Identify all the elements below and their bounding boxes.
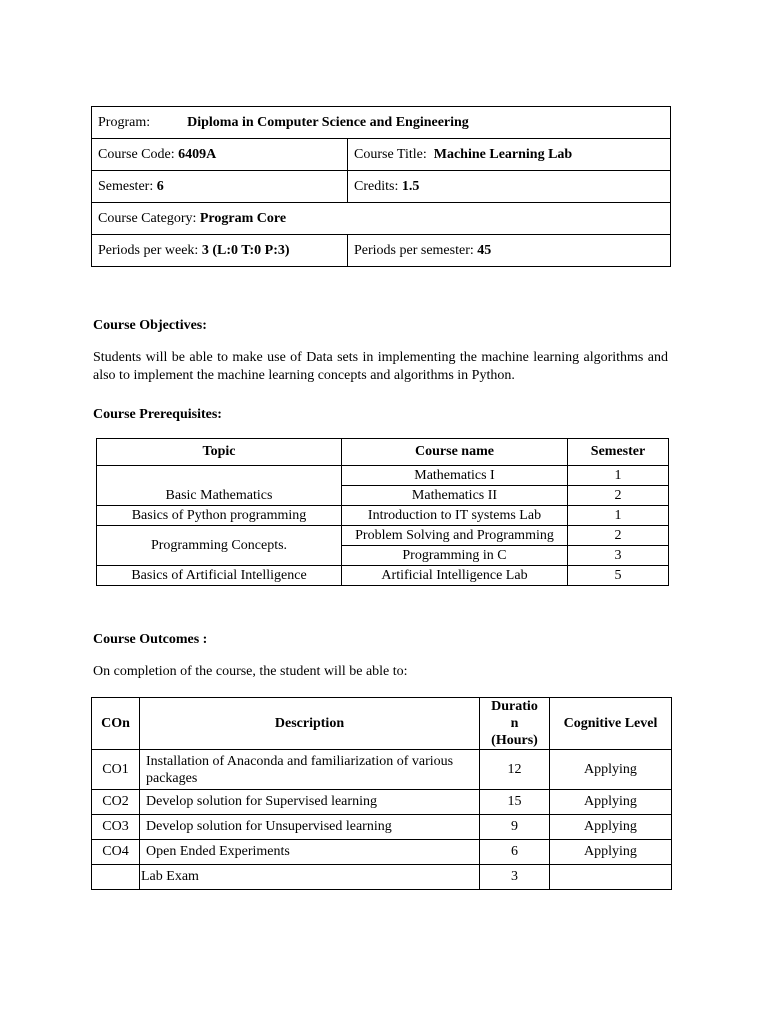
outcome-duration: 3 bbox=[480, 865, 550, 890]
credits-label: Credits: bbox=[354, 178, 399, 194]
course-code-cell bbox=[92, 139, 348, 171]
periods-week-value: 3 (L:0 T:0 P:3) bbox=[201, 242, 290, 258]
prereq-topic-cell: Basics of Artificial Intelligence bbox=[97, 566, 342, 586]
outcome-level bbox=[550, 865, 672, 890]
outcome-level: Applying bbox=[550, 790, 672, 815]
outcome-description: Lab Exam bbox=[140, 865, 480, 890]
duration-header-line-2: n bbox=[510, 716, 519, 731]
semester-value: 6 bbox=[156, 178, 164, 194]
program-label: Program: bbox=[98, 114, 151, 130]
semester-credits-row bbox=[92, 171, 671, 203]
course-code-label: Course Code: bbox=[98, 146, 175, 162]
table-row bbox=[92, 840, 672, 865]
course-title-label: Course Title: bbox=[354, 146, 427, 162]
category-label: Course Category: bbox=[98, 210, 197, 226]
periods-semester-cell bbox=[348, 235, 671, 267]
prereq-course-cell: Programming in C bbox=[342, 546, 568, 566]
prereq-header-course: Course name bbox=[342, 439, 568, 466]
objectives-text: Students will be able to make use of Data sets in implementing the machine learning algorithms and also to implement the machine learning concepts and algorithms in Python. bbox=[93, 350, 668, 383]
credits-value: 1.5 bbox=[401, 178, 420, 194]
prereq-semester-cell: 2 bbox=[568, 526, 669, 546]
category-cell bbox=[92, 203, 671, 235]
semester-cell bbox=[92, 171, 348, 203]
periods-week-cell bbox=[92, 235, 348, 267]
outcomes-header-con: COn bbox=[92, 698, 140, 750]
outcomes-intro: On completion of the course, the student will be able to: bbox=[93, 664, 408, 679]
table-row bbox=[92, 790, 672, 815]
prereq-semester-cell: 5 bbox=[568, 566, 669, 586]
periods-week-label: Periods per week: bbox=[98, 242, 199, 258]
outcome-duration: 9 bbox=[480, 815, 550, 840]
course-info-table bbox=[91, 106, 671, 267]
prerequisites-heading: Course Prerequisites: bbox=[93, 407, 222, 422]
course-title-cell bbox=[348, 139, 671, 171]
table-row bbox=[97, 566, 669, 586]
outcome-duration: 6 bbox=[480, 840, 550, 865]
duration-header-line-3: (Hours) bbox=[491, 733, 538, 748]
table-row bbox=[97, 526, 669, 546]
outcome-description: Develop solution for Unsupervised learning bbox=[140, 815, 480, 840]
prereq-semester-cell: 1 bbox=[568, 506, 669, 526]
outcome-duration: 15 bbox=[480, 790, 550, 815]
program-value: Diploma in Computer Science and Engineering bbox=[187, 114, 469, 130]
prereq-topic-cell: Basic Mathematics bbox=[97, 466, 342, 506]
prereq-topic-cell: Programming Concepts. bbox=[97, 526, 342, 566]
duration-header-line-1: Duratio bbox=[491, 699, 538, 714]
credits-cell bbox=[348, 171, 671, 203]
program-row bbox=[92, 107, 671, 139]
outcome-level: Applying bbox=[550, 840, 672, 865]
prereq-semester-cell: 1 bbox=[568, 466, 669, 486]
table-row bbox=[97, 466, 669, 486]
periods-row bbox=[92, 235, 671, 267]
outcomes-header-cognitive: Cognitive Level bbox=[550, 698, 672, 750]
semester-label: Semester: bbox=[98, 178, 154, 194]
outcome-con: CO1 bbox=[92, 750, 140, 790]
prereq-course-cell: Problem Solving and Programming bbox=[342, 526, 568, 546]
periods-semester-label: Periods per semester: bbox=[354, 242, 474, 258]
prereq-header-row bbox=[97, 439, 669, 466]
outcomes-header-row bbox=[92, 698, 672, 750]
objectives-heading: Course Objectives: bbox=[93, 318, 207, 333]
category-row bbox=[92, 203, 671, 235]
outcome-description: Develop solution for Supervised learning bbox=[140, 790, 480, 815]
prereq-topic-cell: Basics of Python programming bbox=[97, 506, 342, 526]
prereq-header-topic: Topic bbox=[97, 439, 342, 466]
outcomes-table bbox=[91, 697, 672, 890]
code-title-row bbox=[92, 139, 671, 171]
outcome-con: CO2 bbox=[92, 790, 140, 815]
outcome-con: CO3 bbox=[92, 815, 140, 840]
prerequisites-table bbox=[96, 438, 669, 586]
course-code-value: 6409A bbox=[178, 146, 217, 162]
prereq-course-cell: Artificial Intelligence Lab bbox=[342, 566, 568, 586]
outcome-level: Applying bbox=[550, 750, 672, 790]
prereq-semester-cell: 2 bbox=[568, 486, 669, 506]
table-row bbox=[92, 815, 672, 840]
outcome-con: CO4 bbox=[92, 840, 140, 865]
table-row bbox=[97, 506, 669, 526]
prereq-course-cell: Introduction to IT systems Lab bbox=[342, 506, 568, 526]
prereq-course-cell: Mathematics II bbox=[342, 486, 568, 506]
prereq-course-cell: Mathematics I bbox=[342, 466, 568, 486]
category-value: Program Core bbox=[199, 210, 287, 226]
course-title-value: Machine Learning Lab bbox=[433, 146, 573, 162]
outcome-description: Open Ended Experiments bbox=[140, 840, 480, 865]
prereq-header-semester: Semester bbox=[568, 439, 669, 466]
outcome-description: Installation of Anaconda and familiarization of various packages bbox=[140, 750, 480, 790]
table-row bbox=[92, 750, 672, 790]
outcome-con bbox=[92, 865, 140, 890]
periods-semester-value: 45 bbox=[477, 242, 492, 258]
table-row bbox=[92, 865, 672, 890]
outcome-duration: 12 bbox=[480, 750, 550, 790]
outcomes-header-description: Description bbox=[140, 698, 480, 750]
outcome-level: Applying bbox=[550, 815, 672, 840]
prereq-semester-cell: 3 bbox=[568, 546, 669, 566]
outcomes-heading: Course Outcomes : bbox=[93, 632, 208, 647]
program-cell bbox=[92, 107, 671, 139]
outcomes-header-duration bbox=[480, 698, 550, 750]
